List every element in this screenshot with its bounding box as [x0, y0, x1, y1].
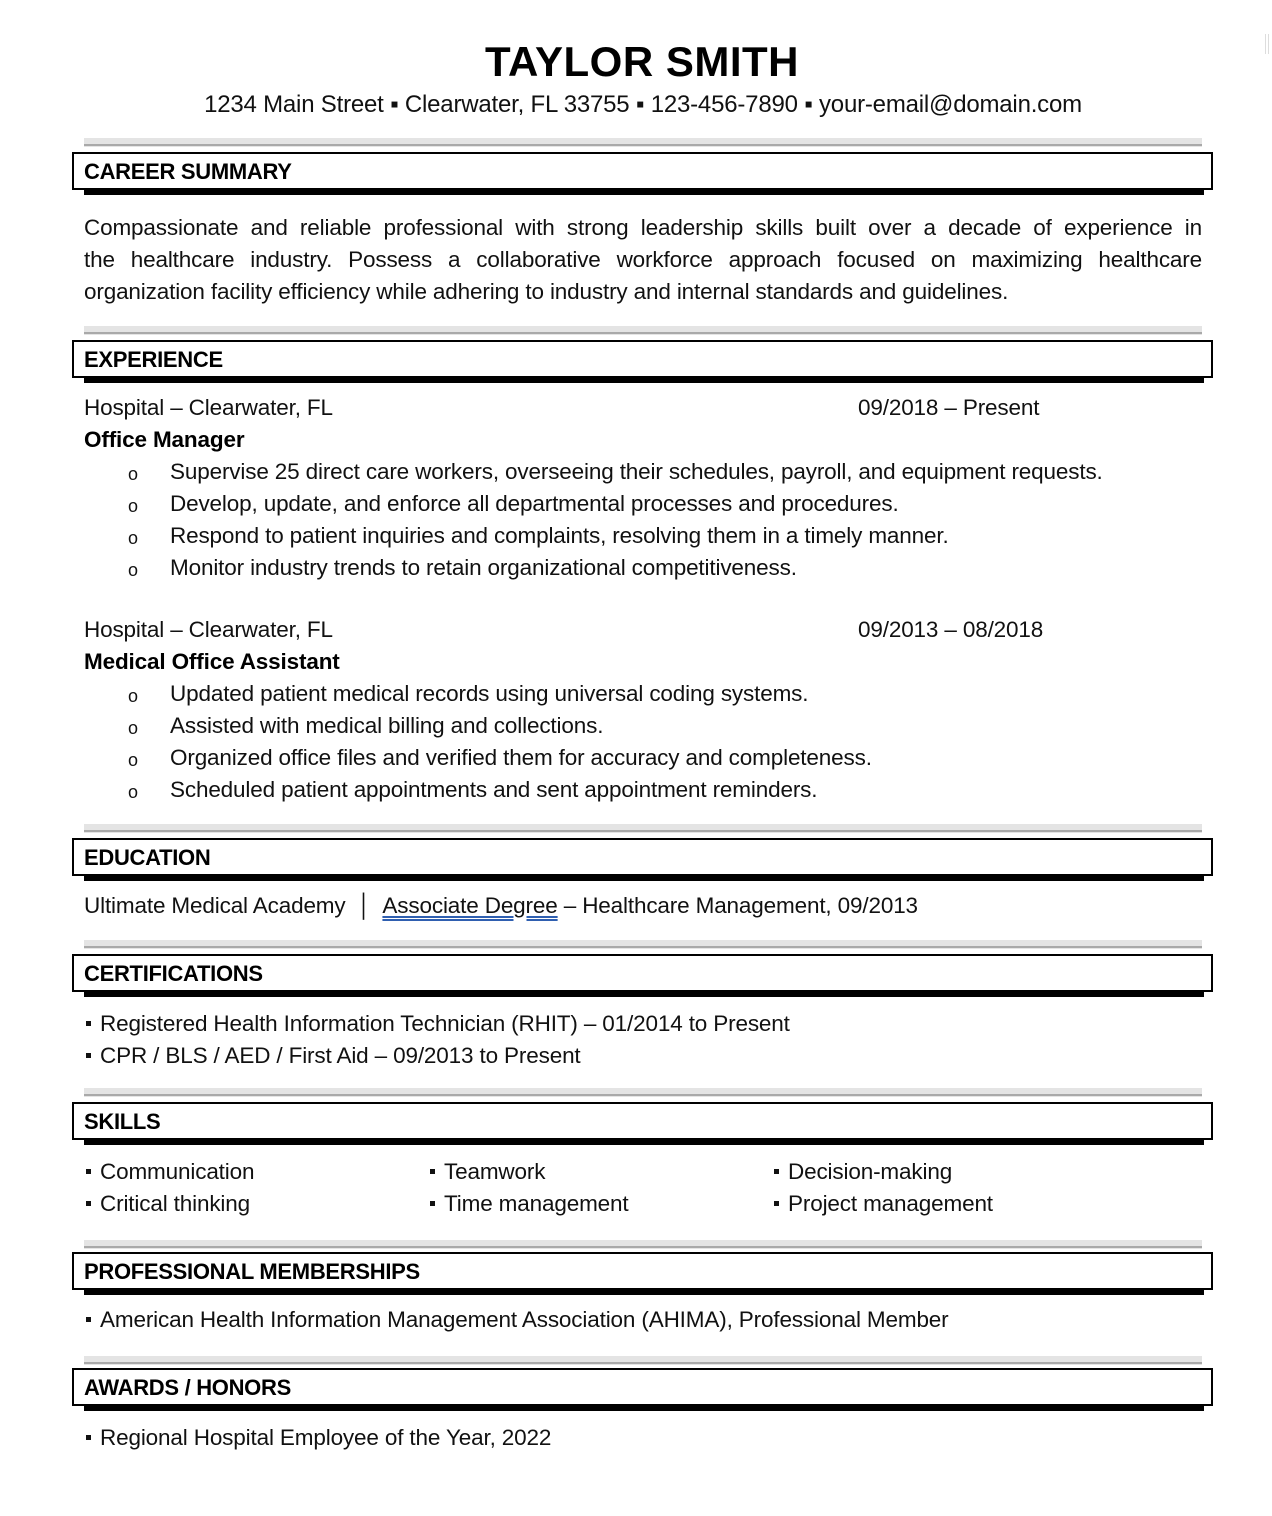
hollow-bullet-icon: o [128, 496, 138, 516]
skill-item [774, 1188, 993, 1220]
section-divider [84, 1240, 1202, 1249]
section-header-box [72, 152, 1213, 190]
job-dates: 09/2013 – 08/2018 [858, 617, 1044, 642]
job-dates: 09/2018 – Present [858, 395, 1040, 420]
skill-item [774, 1156, 952, 1188]
skill-item [86, 1188, 250, 1220]
certification-item [86, 1008, 790, 1040]
section-header-box [72, 838, 1213, 876]
square-bullet-icon [86, 1435, 91, 1440]
skill-text: Communication [100, 1159, 255, 1184]
job-bullet: Updated patient medical records using universal coding systems. [170, 681, 809, 706]
skill-text: Time management [444, 1191, 629, 1216]
job-bullet: Organized office files and verified them for accuracy and completeness. [170, 745, 872, 770]
skill-text: Decision-making [788, 1159, 953, 1184]
membership-item [86, 1304, 949, 1336]
job-bullet: Monitor industry trends to retain organizational competitiveness. [170, 555, 797, 580]
section-header-box [72, 1102, 1213, 1140]
education-entry [84, 890, 918, 922]
candidate-name: TAYLOR SMITH [484, 38, 799, 85]
hollow-bullet-icon: o [128, 528, 138, 548]
section-title: SKILLS [84, 1109, 161, 1134]
square-bullet-icon [774, 1201, 779, 1206]
square-bullet-icon [430, 1169, 435, 1174]
hollow-bullet-icon: o [128, 750, 138, 770]
job-title: Medical Office Assistant [84, 649, 340, 674]
job-bullet: Assisted with medical billing and collections. [170, 713, 604, 738]
section-title: CERTIFICATIONS [84, 961, 263, 986]
square-bullet-icon [86, 1317, 91, 1322]
section-title: EXPERIENCE [84, 347, 223, 372]
section-title: CAREER SUMMARY [84, 159, 292, 184]
job-bullet: Supervise 25 direct care workers, overseeing their schedules, payroll, and equipment requests. [170, 459, 1103, 484]
award-text: Regional Hospital Employee of the Year, 2022 [100, 1425, 552, 1450]
section-title: PROFESSIONAL MEMBERSHIPS [84, 1259, 420, 1284]
section-divider [84, 326, 1202, 335]
section-header-box [72, 340, 1213, 378]
degree-detail: – Healthcare Management, 09/2013 [557, 893, 918, 918]
section-divider [84, 138, 1202, 147]
square-bullet-icon [430, 1201, 435, 1206]
section-header-box [72, 1368, 1213, 1406]
certification-text: Registered Health Information Technician (RHIT) – 01/2014 to Present [100, 1011, 790, 1036]
membership-text: American Health Information Management Association (AHIMA), Professional Member [100, 1307, 949, 1332]
certification-item [86, 1040, 581, 1072]
job-employer: Hospital – Clearwater, FL [84, 395, 333, 420]
section-divider [84, 1356, 1202, 1365]
skill-text: Teamwork [444, 1159, 546, 1184]
square-bullet-icon [86, 1021, 91, 1026]
square-bullet-icon [86, 1169, 91, 1174]
hollow-bullet-icon: o [128, 718, 138, 738]
skill-item [430, 1156, 545, 1188]
section-divider [84, 824, 1202, 833]
school-name: Ultimate Medical Academy [84, 893, 346, 918]
award-item [86, 1422, 551, 1454]
job-title: Office Manager [84, 427, 245, 452]
section-divider [84, 1088, 1202, 1097]
certification-text: CPR / BLS / AED / First Aid – 09/2013 to Present [100, 1043, 581, 1068]
job-bullet: Scheduled patient appointments and sent appointment reminders. [170, 777, 818, 802]
skill-item [86, 1156, 254, 1188]
degree-name[interactable]: Associate Degree [382, 893, 558, 918]
hollow-bullet-icon: o [128, 464, 138, 484]
separator-bar: │ [357, 893, 372, 918]
skill-text: Project management [788, 1191, 993, 1216]
job-employer: Hospital – Clearwater, FL [84, 617, 333, 642]
skill-text: Critical thinking [100, 1191, 251, 1216]
section-header-box [72, 954, 1213, 992]
job-bullet: Respond to patient inquiries and complaints, resolving them in a timely manner. [170, 523, 949, 548]
square-bullet-icon [774, 1169, 779, 1174]
career-summary-paragraph [84, 212, 1202, 308]
hollow-bullet-icon: o [128, 782, 138, 802]
job-bullet: Develop, update, and enforce all departmental processes and procedures. [170, 491, 899, 516]
section-header-box [72, 1252, 1213, 1290]
section-title: AWARDS / HONORS [84, 1375, 291, 1400]
summary-line: the healthcare industry. Possess a collaborative workforce approach focused on maximizing healthcare [84, 247, 1202, 272]
hollow-bullet-icon: o [128, 686, 138, 706]
contact-line: 1234 Main Street ▪ Clearwater, FL 33755 ▪ 123-456-7890 ▪ your-email@domain.com [204, 91, 1082, 118]
hollow-bullet-icon: o [128, 560, 138, 580]
summary-line: organization facility efficiency while adhering to industry and internal standards and guidelines. [84, 279, 1009, 304]
section-divider [84, 940, 1202, 949]
square-bullet-icon [86, 1053, 91, 1058]
square-bullet-icon [86, 1201, 91, 1206]
skill-item [430, 1188, 629, 1220]
section-title: EDUCATION [84, 845, 211, 870]
summary-line: Compassionate and reliable professional with strong leadership skills built over a decade of experience in [84, 215, 1202, 240]
